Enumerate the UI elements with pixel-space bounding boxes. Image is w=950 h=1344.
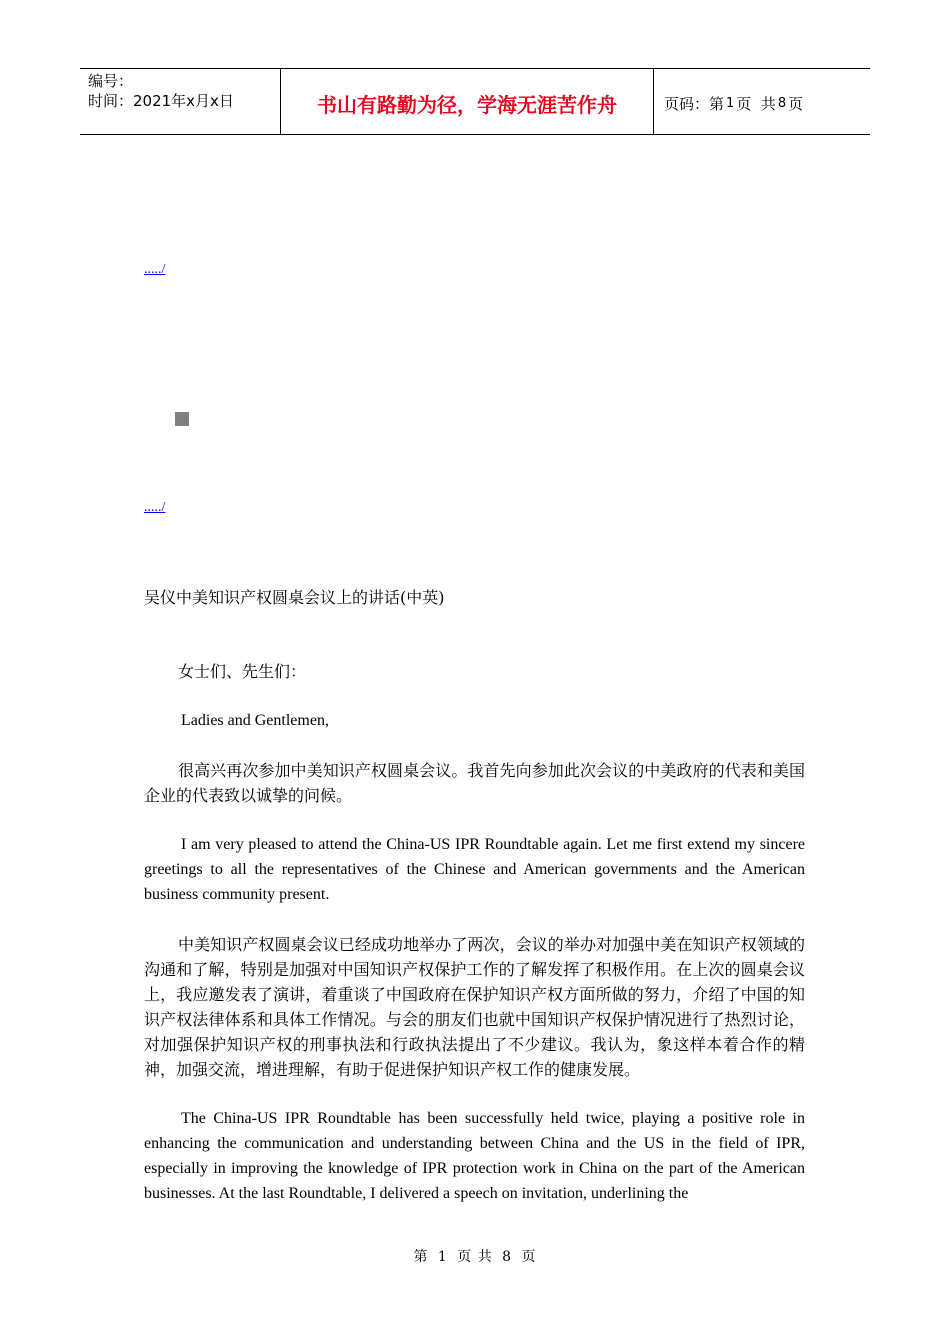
serial-label: 编号： (88, 72, 134, 90)
page-footer (0, 1246, 950, 1266)
header-table (80, 68, 870, 135)
footer-suffix: 页 (521, 1249, 537, 1265)
time-label: 时间：2021年x月x日 (88, 92, 234, 110)
paragraph-greeting-en: Ladies and Gentlemen, (181, 712, 329, 729)
image-placeholder-icon (175, 412, 189, 426)
footer-total: 8 (502, 1249, 513, 1265)
paragraph-2-zh: 中美知识产权圆桌会议已经成功地举办了两次，会议的举办对加强中美在知识产权领域的沟通和了解，特别是加强对中国知识产权保护工作的了解发挥了积极作用。在上次的圆桌会议上，我应邀发表了演讲，着重谈了中国政府在保护知识产权方面所做的努力，介绍了中国的知识产权法律体系和具体工作情况。与会的朋友们也就中国知识产权保护情况进行了热烈讨论，对加强保护知识产权的刑事执法和行政执法提出了不少建议。我认为，象这样本着合作的精神，加强交流，增进理解，有助于促进保护知识产权工作的健康发展。 (144, 935, 805, 1079)
footer-mid: 页 共 (457, 1249, 493, 1265)
page-label-prefix: 页码：第 (664, 95, 725, 113)
paragraph-1-zh: 很高兴再次参加中美知识产权圆桌会议。我首先向参加此次会议的中美政府的代表和美国企业的代表致以诚挚的问候。 (144, 761, 805, 805)
paragraph-2-en: The China-US IPR Roundtable has been successfully held twice, playing a positive role in enhancing the communication and understanding between China and the US in the field of IPR, especially in improving the knowledge of IPR protection work in China on the part of the American businesses. At the last Roundtable, I delivered a speech on invitation, underlining the (144, 1110, 805, 1202)
page-current: 1 (726, 96, 735, 111)
page-total: 8 (777, 96, 787, 111)
paragraph-greeting-zh: 女士们、先生们： (178, 662, 307, 681)
link-top[interactable]: ...../ (144, 262, 166, 277)
document-title: 吴仪中美知识产权圆桌会议上的讲话(中英) (144, 588, 445, 607)
header-meta (80, 69, 281, 134)
page-label-mid: 页 共 (736, 95, 776, 113)
footer-prefix: 第 (413, 1249, 429, 1265)
header-motto: 书山有路勤为径，学海无涯苦作舟 (281, 69, 654, 134)
footer-current: 1 (437, 1249, 448, 1265)
paragraph-1-en: I am very pleased to attend the China-US IPR Roundtable again. Let me first extend my sincere greetings to all the representatives of the Chinese and American governments and the American business community present. (144, 836, 805, 903)
link-bottom[interactable]: ...../ (144, 500, 166, 515)
header-page-info (654, 69, 870, 134)
page-label-suffix: 页 (788, 95, 804, 113)
